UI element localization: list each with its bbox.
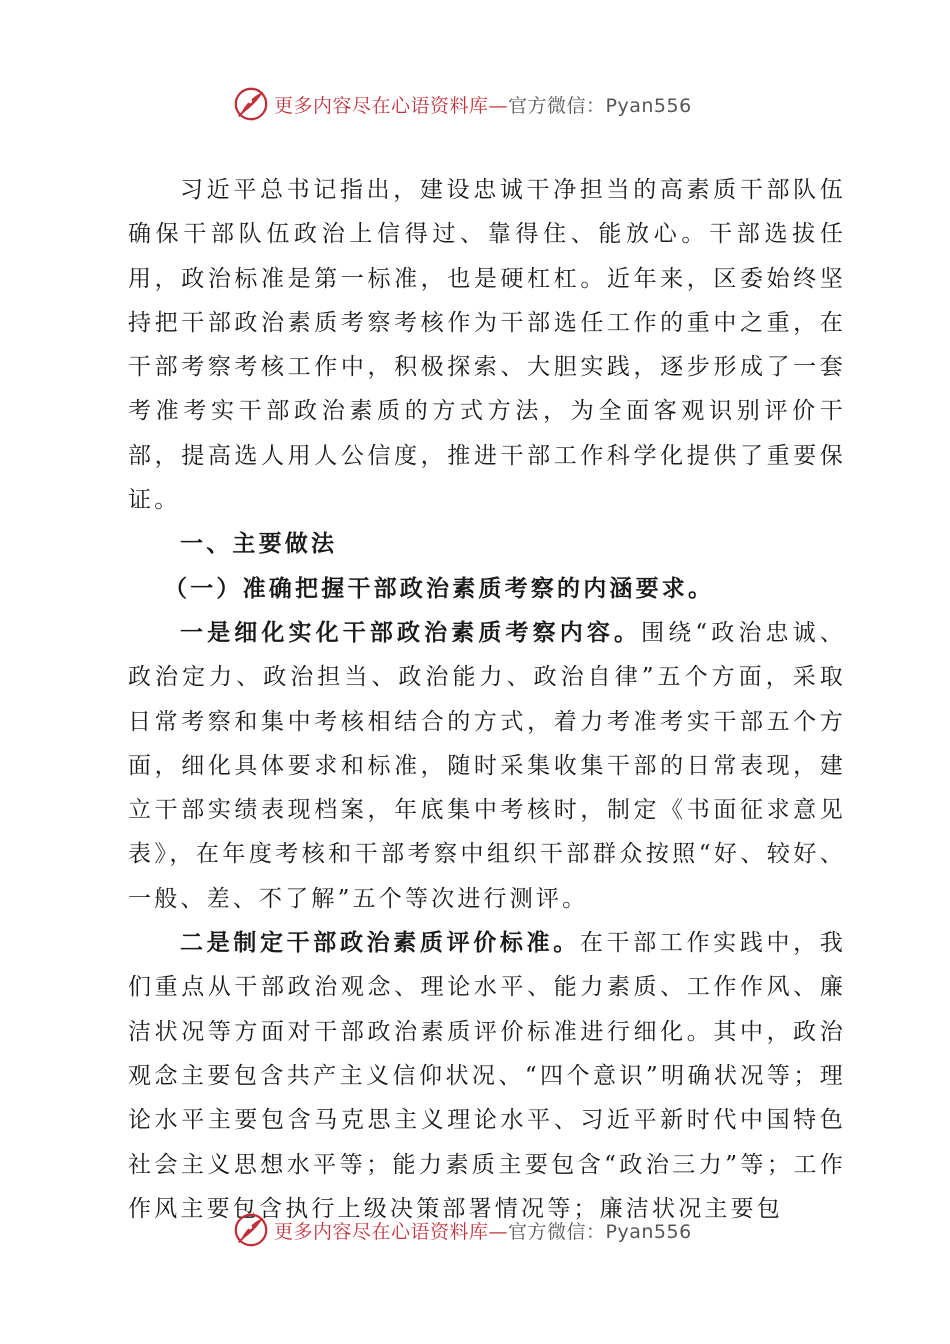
header-wechat-id: Pyan556 [605, 94, 692, 117]
paragraph-2-lead: 二是制定干部政治素质评价标准。 [180, 929, 580, 957]
paragraph-1-lead: 一是细化实化干部政治素质考察内容。 [180, 618, 642, 646]
heading-subsection-1: （一）准确把握干部政治素质考察的内涵要求。 [164, 574, 715, 602]
paragraph-2 [128, 921, 846, 1231]
footer-wechat-id: Pyan556 [605, 1220, 692, 1243]
document-body [128, 168, 846, 1231]
heading-main-practices: 一、主要做法 [180, 530, 338, 558]
paragraph-1-text: 围绕“政治忠诚、政治定力、政治担当、政治能力、政治自律”五个方面，采取日常考察和集中考核相结合的方式，着力考准考实干部五个方面，细化具体要求和标准，随时采集收集干部的日常表现，建立干部实绩表现档案，年底集中考核时，制定《书面征求意见表》，在年度考核和干部考察中组织干部群众按照“好、较好、一般、差、不了解”五个等次进行测评。 [128, 619, 846, 912]
footer-banner-gray: 官方微信： [508, 1220, 606, 1243]
footer-banner-red: 更多内容尽在心语资料库— [274, 1220, 509, 1243]
header-banner-gray: 官方微信： [508, 94, 606, 117]
footer-banner-text [274, 1217, 692, 1244]
header-banner-red: 更多内容尽在心语资料库— [274, 94, 509, 117]
header-banner-text [274, 91, 692, 118]
intro-paragraph: 习近平总书记指出，建设忠诚干净担当的高素质干部队伍确保干部队伍政治上信得过、靠得住、能放心。干部选拔任用，政治标准是第一标准，也是硬杠杠。近年来，区委始终坚持把干部政治素质考察考核作为干部选任工作的重中之重，在干部考察考核工作中，积极探索、大胆实践，逐步形成了一套考准考实干部政治素质的方式方法，为全面客观识别评价干部，提高选人用人公信度，推进干部工作科学化提供了重要保证。 [128, 177, 846, 514]
paragraph-1 [128, 611, 846, 921]
header-banner [232, 84, 792, 124]
quill-logo-icon [232, 1211, 270, 1249]
quill-logo-icon [232, 85, 270, 123]
paragraph-2-text: 在干部工作实践中，我们重点从干部政治观念、理论水平、能力素质、工作作风、廉洁状况等方面对干部政治素质评价标准进行细化。其中，政治观念主要包含共产主义信仰状况、“四个意识”明确状况等；理论水平主要包含马克思主义理论水平、习近平新时代中国特色社会主义思想水平等；能力素质主要包含“政治三力”等；工作作风主要包含执行上级决策部署情况等；廉洁状况主要包 [128, 930, 847, 1222]
footer-banner [232, 1210, 792, 1250]
